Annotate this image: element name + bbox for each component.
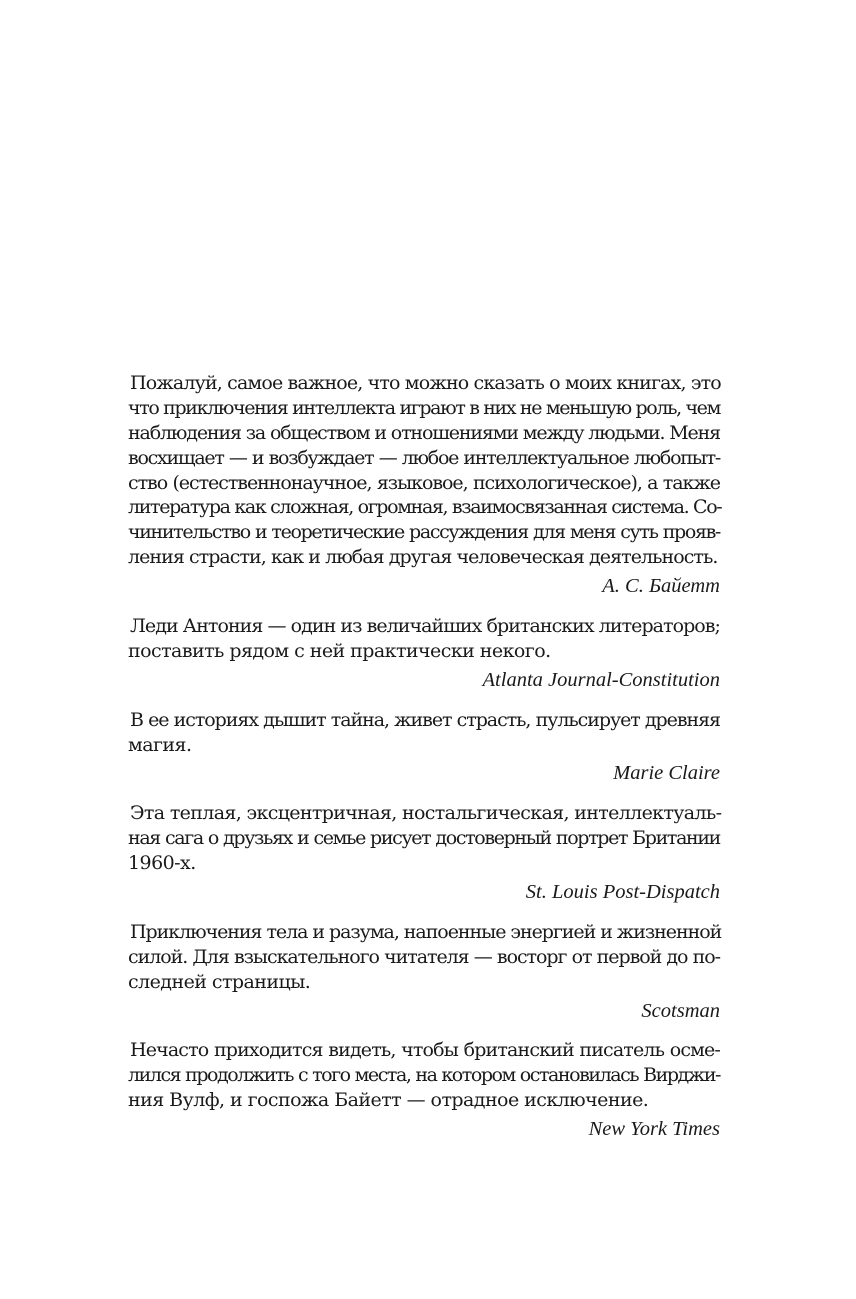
- quote-line: что приключения интеллекта играют в них не меньшую роль, чем: [128, 396, 721, 419]
- praise-quotes: [128, 371, 720, 1157]
- quote-line: поставить рядом с ней практически некого.: [128, 639, 551, 662]
- quote-line: чинительство и теоретические рассуждения для меня суть прояв-: [128, 521, 720, 544]
- quote-nyt: [128, 1038, 720, 1142]
- quote-source: New York Times: [588, 1118, 720, 1141]
- quote-line: ния Вулф, и госпожа Байетт — отрадное исключение.: [128, 1089, 649, 1112]
- quote-line: магия.: [128, 733, 192, 756]
- quote-line: восхищает — и возбуждает — любое интеллектуальное любопыт-: [128, 446, 720, 469]
- quote-line: ство (естественнонаучное, языковое, психологическое), а также: [128, 471, 720, 494]
- quote-line: лился продолжить с того места, на котором остановилась Вирджи-: [128, 1064, 720, 1087]
- quote-line: силой. Для взыскательного читателя — восторг от первой до по-: [128, 945, 720, 968]
- quote-source: Marie Claire: [613, 762, 720, 785]
- quote-line: Эта теплая, эксцентричная, ностальгическая, интеллектуаль-: [130, 802, 722, 825]
- quote-line: 1960-х.: [128, 852, 196, 875]
- quote-source: Atlanta Journal-Constitution: [482, 668, 720, 691]
- quote-line: наблюдения за обществом и отношениями между людьми. Меня: [128, 421, 720, 444]
- quote-st-louis: [128, 801, 720, 905]
- quote-atlanta: [128, 614, 720, 693]
- quote-byatt: [128, 371, 720, 599]
- quote-line: Пожалуй, самое важное, что можно сказать о моих книгах, это: [130, 372, 721, 394]
- quote-line: Приключения тела и разума, напоенные энергией и жизненной: [130, 920, 722, 943]
- quote-marie-claire: [128, 708, 720, 787]
- quote-source: St. Louis Post-Dispatch: [525, 881, 720, 904]
- quote-line: В ее историях дышит тайна, живет страсть, пульсирует древняя: [130, 708, 720, 731]
- quote-line: литература как сложная, огромная, взаимосвязанная система. Со-: [128, 496, 722, 519]
- quote-line: ная сага о друзьях и семье рисует достоверный портрет Британии: [128, 827, 720, 850]
- quote-source: Scotsman: [641, 999, 720, 1022]
- quote-line: ления страсти, как и любая другая человеческая деятельность.: [128, 546, 718, 569]
- quote-source: А. С. Байетт: [602, 575, 720, 598]
- quote-line: Леди Антония — один из величайших британских литераторов;: [130, 615, 720, 638]
- quote-line: следней страницы.: [128, 970, 311, 993]
- quote-line: Нечасто приходится видеть, чтобы британский писатель осме-: [130, 1039, 720, 1062]
- quote-scotsman: [128, 920, 720, 1024]
